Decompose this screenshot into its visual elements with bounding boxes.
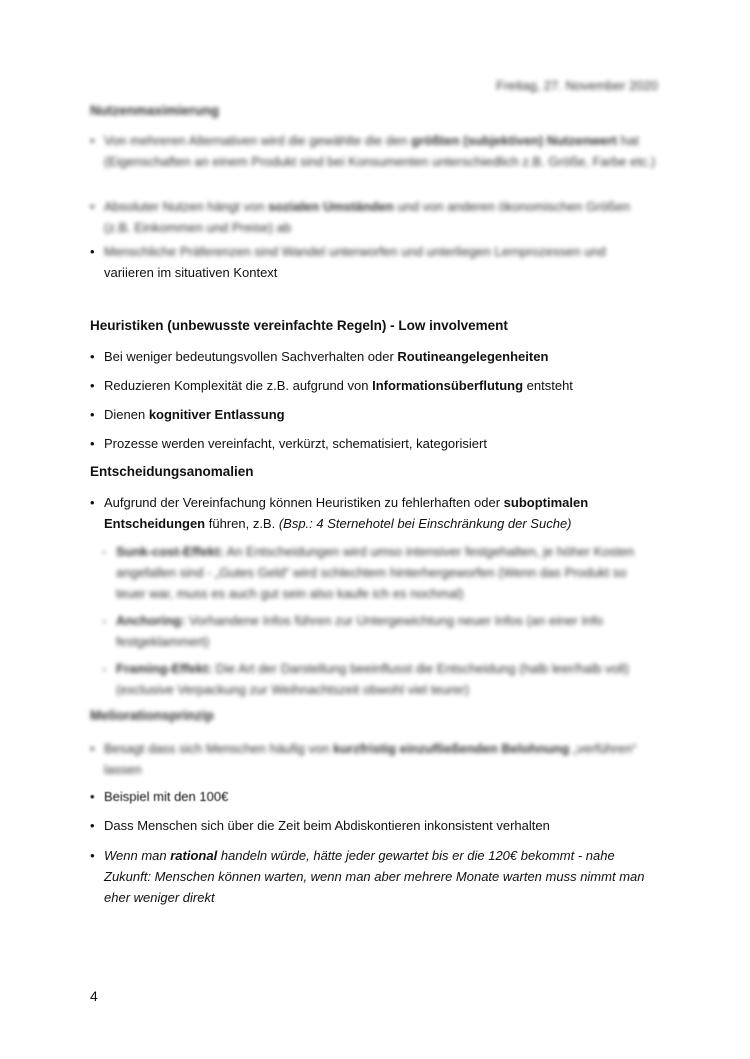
sub-list-item: - Anchoring: Vorhandene Infos führen zur Untergewichtung neuer Infos (an einer Info festgeklammert) bbox=[102, 610, 652, 652]
list-item: • Reduzieren Komplexität die z.B. aufgrund von Informationsüberflutung entsteht bbox=[90, 375, 656, 396]
sub-list-item: - Sunk-cost-Effekt: An Entscheidungen wird umso intensiver festgehalten, je höher Kosten angefallen sind - „Gutes Geld“ wird schlechtem hinterhergeworfen (Wenn das Produkt so teuer war, muss es auch gut sein also kaufe ich es nochmal) bbox=[102, 541, 652, 604]
list-item: • Wenn man rational handeln würde, hätte jeder gewartet bis er die 120€ bekommt - nahe Zukunft: Menschen können warten, wenn man aber mehrere Monate warten muss nimmt man eher weniger direkt bbox=[90, 845, 656, 908]
section-heading-heuristiken: Heuristiken (unbewusste vereinfachte Regeln) - Low involvement bbox=[90, 318, 508, 333]
section-heading-melioration: Meliorationsprinzip bbox=[90, 708, 214, 723]
list-item: • Aufgrund der Vereinfachung können Heuristiken zu fehlerhaften oder suboptimalen Entscheidungen führen, z.B. (Bsp.: 4 Sternehotel bei Einschränkung der Suche) bbox=[90, 492, 656, 534]
list-item: • Besagt dass sich Menschen häufig von kurzfristig einzufließenden Belohnung „verführen“ lassen bbox=[90, 738, 656, 780]
list-item: • Von mehreren Alternativen wird die gewählte die den größten (subjektiven) Nutzenwert hat (Eigenschaften an einem Produkt sind bei Konsumenten unterschiedlich z.B. Größe, Farbe etc.) bbox=[90, 130, 656, 172]
list-item: • Absoluter Nutzen hängt von sozialen Umständen und von anderen ökonomischen Größen (z.B. Einkommen und Preise) ab bbox=[90, 196, 656, 238]
page-date: Freitag, 27. November 2020 bbox=[496, 78, 658, 93]
list-item: • Dienen kognitiver Entlassung bbox=[90, 404, 656, 425]
list-item: • Prozesse werden vereinfacht, verkürzt, schematisiert, kategorisiert bbox=[90, 433, 656, 454]
section-heading-anomalien: Entscheidungsanomalien bbox=[90, 464, 254, 479]
section-heading-nutzen: Nutzenmaximierung bbox=[90, 103, 220, 118]
list-item: • Menschliche Präferenzen sind Wandel unterworfen und unterliegen Lernprozessen und variieren im situativen Kontext bbox=[90, 241, 656, 283]
list-item: • Dass Menschen sich über die Zeit beim Abdiskontieren inkonsistent verhalten bbox=[90, 815, 656, 836]
list-item: • Bei weniger bedeutungsvollen Sachverhalten oder Routineangelegenheiten bbox=[90, 346, 656, 367]
sub-list-item: - Framing-Effekt: Die Art der Darstellung beeinflusst die Entscheidung (halb leer/halb voll) (exclusive Verpackung zur Weihnachtszeit obwohl viel teurer) bbox=[102, 658, 652, 700]
list-item: • Beispiel mit den 100€ bbox=[90, 786, 656, 807]
page-number: 4 bbox=[90, 988, 98, 1004]
